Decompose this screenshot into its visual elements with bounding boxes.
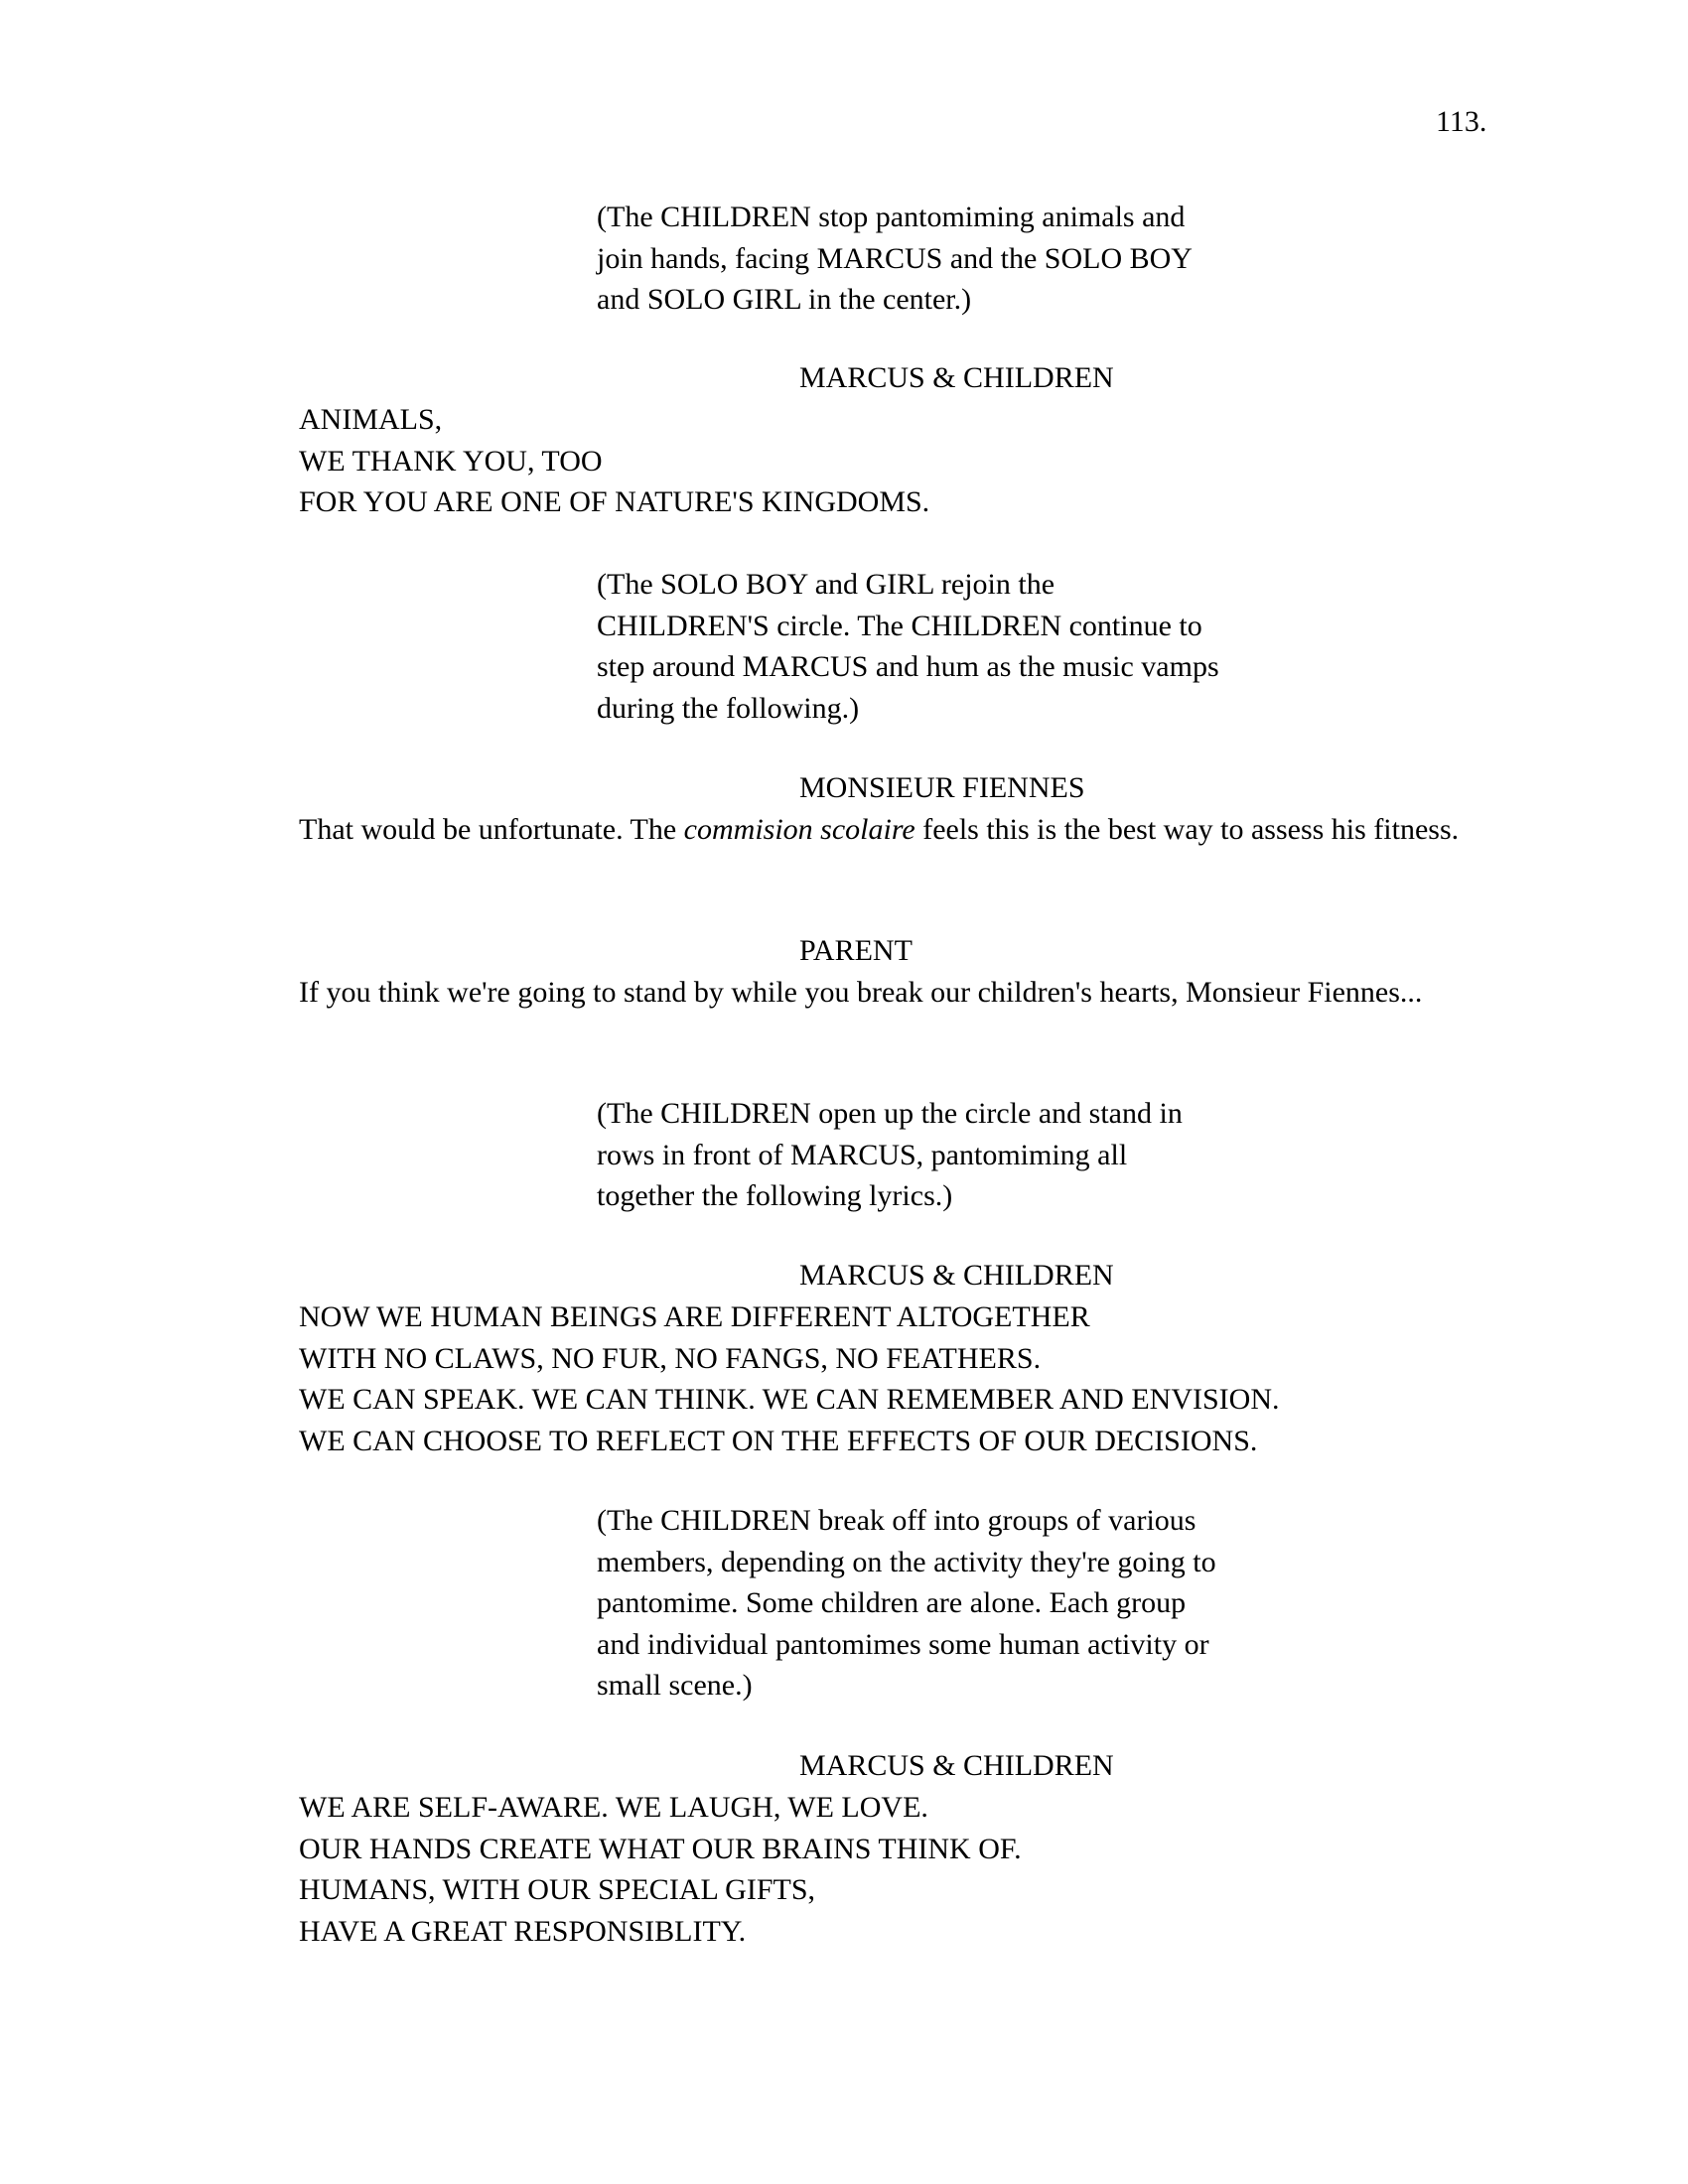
stage-direction [597, 1093, 1351, 1217]
lyric-line: HUMANS, WITH OUR SPECIAL GIFTS, [299, 1873, 816, 1906]
character-name: MARCUS & CHILDREN [799, 361, 1114, 394]
lyric-block [299, 399, 1510, 523]
lyric-line: OUR HANDS CREATE WHAT OUR BRAINS THINK OF. [299, 1832, 1022, 1865]
character-name: MARCUS & CHILDREN [799, 1749, 1114, 1782]
dialogue-text: If you think we're going to stand by while you break our children's hearts, Monsieur Fiennes... [299, 976, 1423, 1009]
direction-line: together the following lyrics.) [597, 1179, 953, 1212]
lyric-line: WITH NO CLAWS, NO FUR, NO FANGS, NO FEATHERS. [299, 1341, 1042, 1375]
dialogue-block [299, 972, 1510, 1014]
direction-line: and individual pantomimes some human activity or [597, 1627, 1209, 1661]
lyric-line: HAVE A GREAT RESPONSIBLITY. [299, 1914, 747, 1948]
dialogue-text: That would be unfortunate. The [299, 813, 684, 846]
lyric-block [299, 1787, 1510, 1952]
stage-direction [597, 1500, 1351, 1706]
direction-line: join hands, facing MARCUS and the SOLO BOY [597, 241, 1193, 275]
direction-line: (The SOLO BOY and GIRL rejoin the [597, 568, 1055, 601]
lyric-line: NOW WE HUMAN BEINGS ARE DIFFERENT ALTOGETHER [299, 1300, 1090, 1333]
dialogue-block [299, 809, 1510, 851]
direction-line: and SOLO GIRL in the center.) [597, 283, 972, 316]
direction-line: rows in front of MARCUS, pantomiming all [597, 1138, 1128, 1171]
dialogue-text: feels this is the best way to assess his fitness. [914, 813, 1460, 846]
lyric-line: WE THANK YOU, TOO [299, 444, 603, 478]
direction-line: pantomime. Some children are alone. Each group [597, 1586, 1187, 1619]
direction-line: during the following.) [597, 691, 860, 725]
direction-line: members, depending on the activity they're going to [597, 1545, 1216, 1578]
lyric-line: FOR YOU ARE ONE OF NATURE'S KINGDOMS. [299, 485, 930, 518]
lyric-block [299, 1297, 1510, 1461]
direction-line: (The CHILDREN break off into groups of various [597, 1504, 1196, 1537]
direction-line: (The CHILDREN open up the circle and stand in [597, 1097, 1183, 1130]
page-number: 113. [1436, 105, 1487, 138]
direction-line: (The CHILDREN stop pantomiming animals and [597, 201, 1186, 233]
character-name: MONSIEUR FIENNES [799, 771, 1085, 804]
lyric-line: WE ARE SELF-AWARE. WE LAUGH, WE LOVE. [299, 1791, 928, 1824]
direction-line: small scene.) [597, 1669, 753, 1702]
lyric-line: WE CAN SPEAK. WE CAN THINK. WE CAN REMEMBER AND ENVISION. [299, 1383, 1280, 1416]
dialogue-italic-text: commision scolaire [683, 813, 915, 846]
lyric-line: WE CAN CHOOSE TO REFLECT ON THE EFFECTS OF OUR DECISIONS. [299, 1424, 1258, 1457]
lyric-line: ANIMALS, [299, 403, 443, 436]
character-name: PARENT [799, 934, 913, 967]
direction-line: CHILDREN'S circle. The CHILDREN continue to [597, 609, 1202, 642]
stage-direction [597, 564, 1351, 729]
character-name: MARCUS & CHILDREN [799, 1259, 1114, 1292]
stage-direction [597, 197, 1351, 321]
direction-line: step around MARCUS and hum as the music vamps [597, 650, 1219, 683]
